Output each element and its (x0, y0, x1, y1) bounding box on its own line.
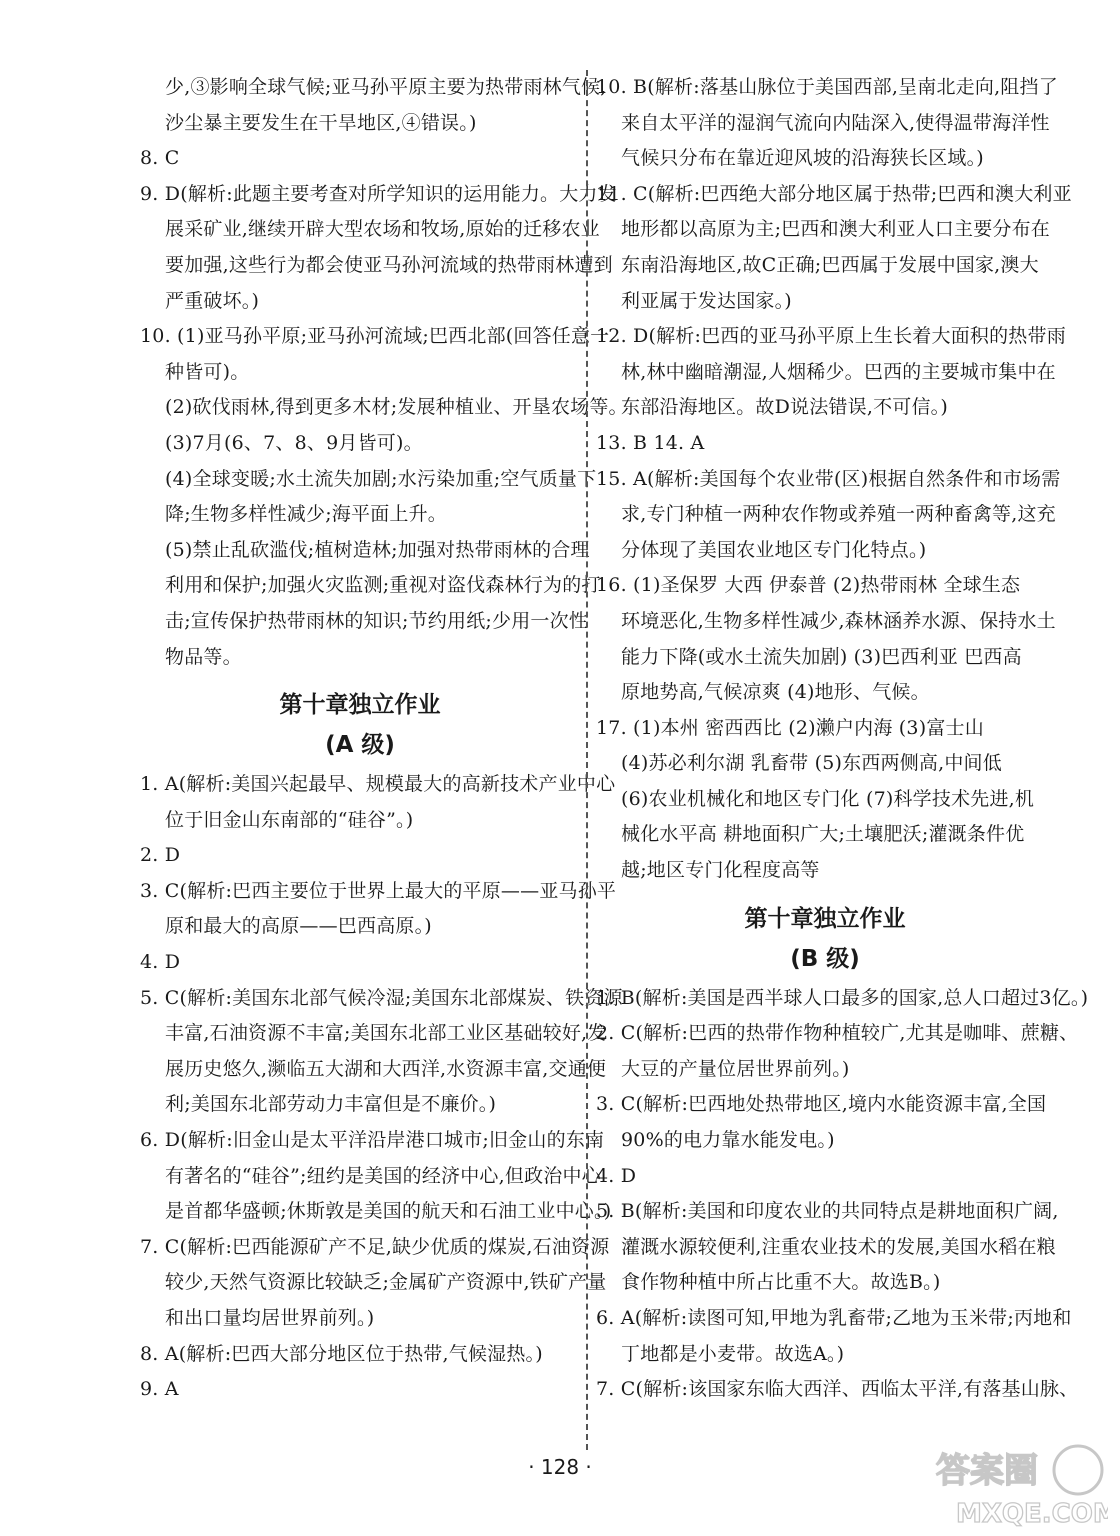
section-title: 第十章独立作业 (744, 905, 906, 932)
answer-line: 90%的电力靠水能发电。) (621, 1129, 835, 1152)
answer-line: 展采矿业,继续开辟大型农场和牧场,原始的迁移农业 (165, 218, 600, 241)
answer-line: 7. C(解析:巴西能源矿产不足,缺少优质的煤炭,石油资源 (140, 1235, 610, 1258)
answer-line: 地形都以高原为主;巴西和澳大利亚人口主要分布在 (621, 218, 1051, 241)
answer-line: 能力下降(或水土流失加剧) (3)巴西利亚 巴西高 (621, 645, 1022, 668)
answer-line: 分体现了美国农业地区专门化特点。) (621, 538, 927, 561)
answer-line: (3)7月(6、7、8、9月皆可)。 (165, 431, 423, 454)
answer-line: 降;生物多样性减少;海平面上升。 (165, 503, 448, 526)
answer-line: 利用和保护;加强火灾监测;重视对盗伐森林行为的打 (165, 574, 601, 597)
answer-line: 沙尘暴主要发生在干旱地区,④错误。) (165, 111, 477, 134)
answer-line: 原和最大的高原——巴西高原。) (165, 915, 432, 938)
answer-line: 有著名的“硅谷”;纽约是美国的经济中心,但政治中心 (165, 1164, 601, 1187)
answer-line: 3. C(解析:巴西主要位于世界上最大的平原——亚马孙平 (140, 879, 617, 902)
answer-line: 东南沿海地区,故C正确;巴西属于发展中国家,澳大 (621, 253, 1039, 276)
answer-line: (6)农业机械化和地区专门化 (7)科学技术先进,机 (621, 787, 1035, 810)
watermark-logo (928, 1438, 1108, 1530)
answer-line: 15. A(解析:美国每个农业带(区)根据自然条件和市场需 (596, 467, 1061, 490)
watermark-cn-text: 答案圈 (936, 1451, 1038, 1491)
answer-line: 2. D (140, 844, 181, 867)
answer-line: 是首都华盛顿;休斯敦是美国的航天和石油工业中心。) (165, 1200, 612, 1223)
answer-line: 位于旧金山东南部的“硅谷”。) (165, 808, 414, 831)
answer-line: 9. A (140, 1378, 179, 1401)
answer-line: 10. (1)亚马孙平原;亚马孙河流域;巴西北部(回答任意一 (140, 325, 610, 348)
right-column (596, 70, 1089, 1408)
answer-line: 物品等。 (165, 645, 242, 668)
answer-line: 16. (1)圣保罗 大西 伊泰普 (2)热带雨林 全球生态 (596, 574, 1021, 597)
answer-line: 展历史悠久,濒临五大湖和大西洋,水资源丰富,交通便 (165, 1057, 607, 1080)
answer-line: 4. D (596, 1164, 637, 1187)
answer-line: 利;美国东北部劳动力丰富但是不廉价。) (165, 1093, 497, 1116)
answer-line: 17. (1)本州 密西西比 (2)濑户内海 (3)富士山 (596, 716, 984, 739)
answer-line: 严重破坏。) (165, 289, 260, 312)
answer-line: 丰富,石油资源不丰富;美国东北部工业区基础较好,发 (165, 1022, 607, 1045)
answer-line: 7. C(解析:该国家东临大西洋、西临太平洋,有落基山脉、 (596, 1378, 1079, 1401)
answer-line: 6. A(解析:读图可知,甲地为乳畜带;乙地为玉米带;丙地和 (596, 1307, 1072, 1329)
answer-line: 原地势高,气候凉爽 (4)地形、气候。 (621, 681, 930, 704)
answer-line: (4)苏必利尔湖 乳畜带 (5)东西两侧高,中间低 (621, 752, 1002, 775)
answer-line: 8. A(解析:巴西大部分地区位于热带,气候湿热。) (140, 1342, 543, 1365)
answer-line: (5)禁止乱砍滥伐;植树造林;加强对热带雨林的合理 (165, 538, 590, 561)
section-level: (B 级) (790, 945, 860, 972)
answer-line: 11. C(解析:巴西绝大部分地区属于热带;巴西和澳大利亚 (596, 182, 1072, 205)
answer-line: 利亚属于发达国家。) (621, 289, 792, 312)
answer-line: 5. C(解析:美国东北部气候冷湿;美国东北部煤炭、铁资源 (140, 986, 623, 1009)
watermark-en-text: MXQE.COM (956, 1499, 1108, 1529)
answer-line: 击;宣传保护热带雨林的知识;节约用纸;少用一次性 (165, 609, 589, 632)
answer-line: 1. A(解析:美国兴起最早、规模最大的高新技术产业中心 (140, 773, 616, 796)
answer-line: 林,林中幽暗潮湿,人烟稀少。巴西的主要城市集中在 (621, 360, 1056, 383)
answer-line: 械化水平高 耕地面积广大;土壤肥沃;灌溉条件优 (621, 823, 1025, 846)
answer-line: 食作物种植中所占比重不大。故选B。) (621, 1271, 941, 1294)
answer-line: 9. D(解析:此题主要考查对所学知识的运用能力。大力发 (140, 182, 617, 205)
answer-line: 气候只分布在靠近迎风坡的沿海狭长区域。) (621, 147, 984, 170)
answer-line: 来自太平洋的湿润气流向内陆深入,使得温带海洋性 (621, 111, 1050, 134)
answer-line: 4. D (140, 951, 181, 974)
answer-line: 越;地区专门化程度高等 (621, 859, 820, 882)
answer-line: 6. D(解析:旧金山是太平洋沿岸港口城市;旧金山的东南 (140, 1129, 605, 1152)
answer-line: 种皆可)。 (165, 360, 250, 383)
answer-line: 2. C(解析:巴西的热带作物种植较广,尤其是咖啡、蔗糖、 (596, 1022, 1079, 1045)
section-level: (A 级) (325, 732, 395, 759)
answer-line: 3. C(解析:巴西地处热带地区,境内水能资源丰富,全国 (596, 1093, 1047, 1116)
answer-line: 要加强,这些行为都会使亚马孙河流域的热带雨林遭到 (165, 253, 613, 276)
answer-line: 10. B(解析:落基山脉位于美国西部,呈南北走向,阻挡了 (596, 76, 1058, 98)
answer-line: 13. B 14. A (596, 431, 705, 454)
answer-line: 较少,天然气资源比较缺乏;金属矿产资源中,铁矿产量 (165, 1271, 607, 1294)
answer-line: (4)全球变暖;水土流失加剧;水污染加重;空气质量下 (165, 467, 597, 490)
answer-line: 5. B(解析:美国和印度农业的共同特点是耕地面积广阔, (596, 1200, 1059, 1223)
answer-line: 东部沿海地区。故D说法错误,不可信。) (621, 396, 948, 419)
answer-line: 求,专门种植一两种农作物或养殖一两种畜禽等,这充 (621, 503, 1056, 526)
answer-line: 1. B(解析:美国是西半球人口最多的国家,总人口超过3亿。) (596, 986, 1089, 1009)
answer-line: 灌溉水源较便利,注重农业技术的发展,美国水稻在粮 (621, 1235, 1056, 1258)
answer-line: 丁地都是小麦带。故选A。) (621, 1342, 845, 1365)
answer-line: 少,③影响全球气候;亚马孙平原主要为热带雨林气候, (165, 76, 607, 98)
answer-line: 大豆的产量位居世界前列。) (621, 1057, 850, 1080)
answer-line: (2)砍伐雨林,得到更多木材;发展种植业、开垦农场等。 (165, 396, 628, 419)
page-number: · 128 · (528, 1455, 592, 1479)
left-column (140, 70, 628, 1408)
watermark-icon (928, 1438, 1108, 1530)
section-title: 第十章独立作业 (279, 692, 441, 719)
answer-line: 12. D(解析:巴西的亚马孙平原上生长着大面积的热带雨 (596, 325, 1066, 348)
answer-line: 和出口量均居世界前列。) (165, 1307, 375, 1329)
answer-line: 环境恶化,生物多样性减少,森林涵养水源、保持水土 (621, 609, 1056, 632)
column-divider (586, 70, 588, 1450)
answer-line: 8. C (140, 147, 180, 170)
